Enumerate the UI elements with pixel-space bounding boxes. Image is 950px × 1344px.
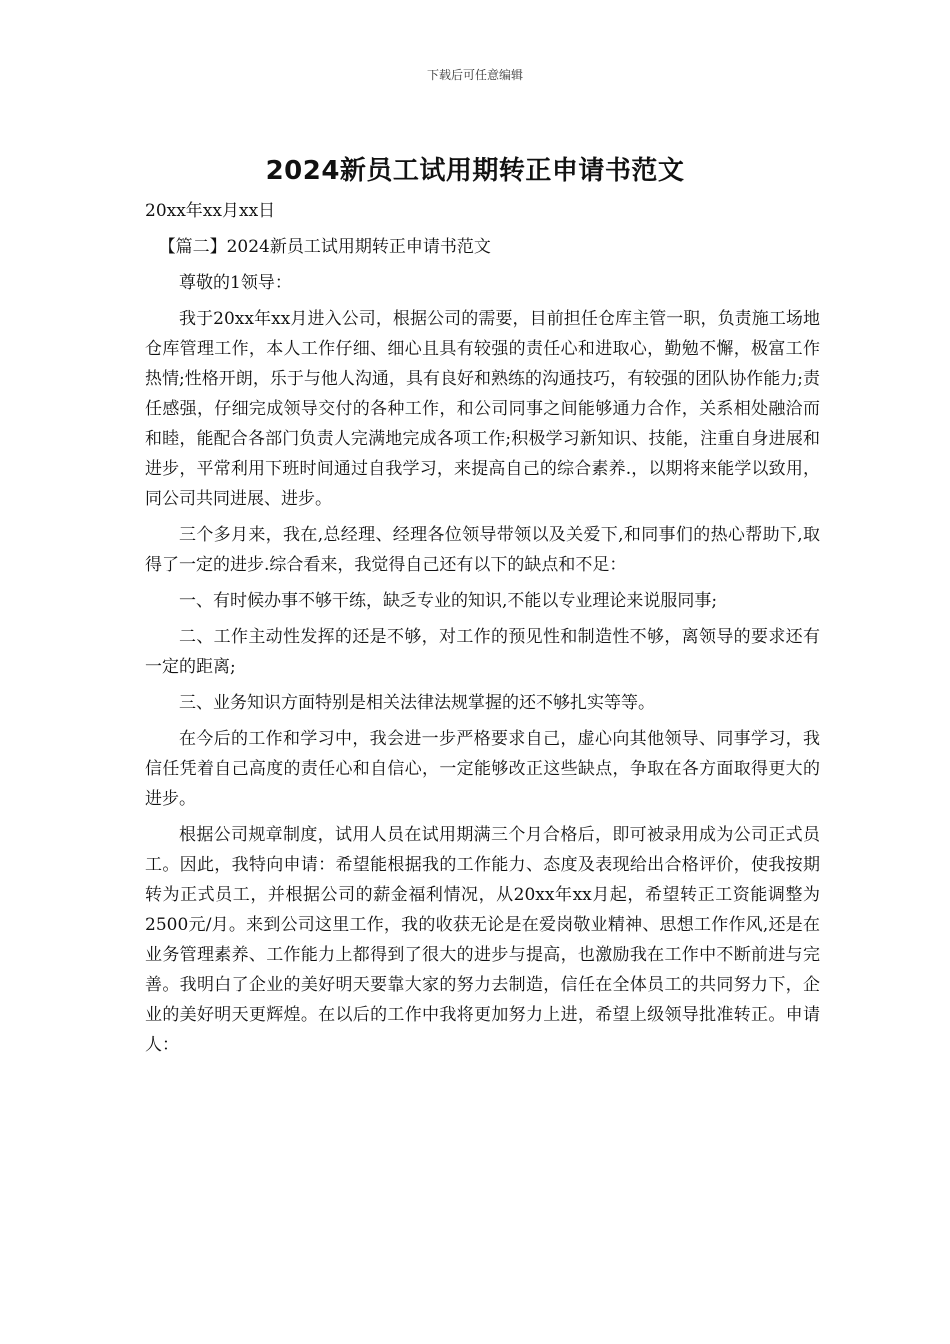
paragraph-shortcoming-3: 三、业务知识方面特别是相关法律法规掌握的还不够扎实等等。 [179,693,655,713]
document-body [145,196,820,1066]
document-title: 2024新员工试用期转正申请书范文 [265,156,685,186]
paragraph-intro: 我于20xx年xx月进入公司，根据公司的需要，目前担任仓库主管一职，负责施工场地仓库管理工作，本人工作仔细、细心且具有较强的责任心和进取心，勤勉不懈，极富工作热情;性格开朗，乐于与他人沟通，具有良好和熟练的沟通技巧，有较强的团队协作能力;责任感强，仔细完成领导交付的各种工作，和公司同事之间能够通力合作，关系相处融洽而和睦，能配合各部门负责人完满地完成各项工作;积极学习新知识、技能，注重自身进展和进步，平常利用下班时间通过自我学习，来提高自己的综合素养.，以期将来能学以致用，同公司共同进展、进步。 [145,309,820,509]
paragraph-shortcoming-2: 二、工作主动性发挥的还是不够，对工作的预见性和制造性不够，离领导的要求还有一定的距离; [145,627,820,677]
document-date: 20xx年xx月xx日 [145,201,276,221]
paragraph-shortcoming-1: 一、有时候办事不够干练，缺乏专业的知识,不能以专业理论来说服同事; [179,591,718,611]
page-header-note: 下载后可任意编辑 [426,68,523,82]
section-heading: 【篇二】2024新员工试用期转正申请书范文 [158,237,491,257]
paragraph-request: 根据公司规章制度，试用人员在试用期满三个月合格后，即可被录用成为公司正式员工。因此，我特向申请：希望能根据我的工作能力、态度及表现给出合格评价，使我按期转为正式员工，并根据公司的薪金福利情况，从20xx年xx月起，希望转正工资能调整为2500元/月。来到公司这里工作，我的收获无论是在爱岗敬业精神、思想工作作风,还是在业务管理素养、工作能力上都得到了很大的进步与提高，也激励我在工作中不断前进与完善。我明白了企业的美好明天要靠大家的努力去制造，信任在全体员工的共同努力下，企业的美好明天更辉煌。在以后的工作中我将更加努力上进，希望上级领导批准转正。申请人： [145,825,820,1055]
salutation: 尊敬的1领导： [179,273,292,293]
paragraph-progress: 三个多月来，我在,总经理、经理各位领导带领以及关爱下,和同事们的热心帮助下,取得了一定的进步.综合看来，我觉得自己还有以下的缺点和不足： [145,525,820,575]
paragraph-future: 在今后的工作和学习中，我会进一步严格要求自己，虚心向其他领导、同事学习，我信任凭着自己高度的责任心和自信心，一定能够改正这些缺点，争取在各方面取得更大的进步。 [145,729,820,809]
